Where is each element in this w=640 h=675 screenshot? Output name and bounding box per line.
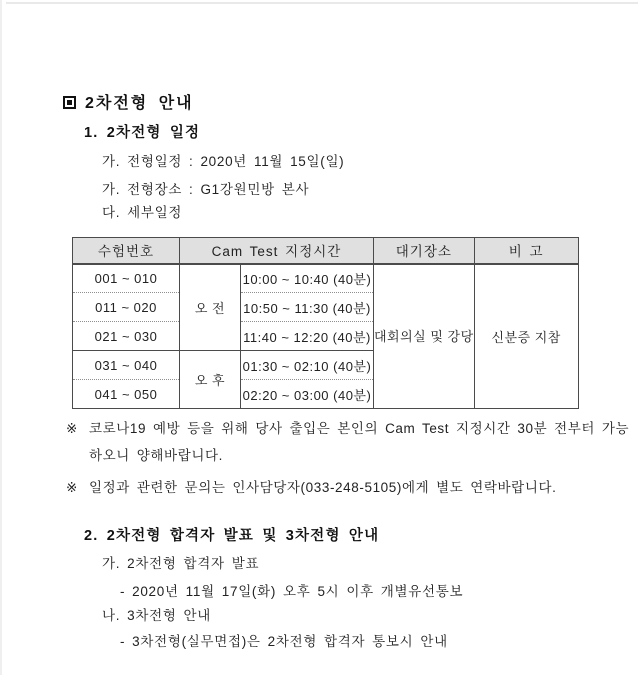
header-cam-test-time: Cam Test 지정시간: [180, 238, 374, 264]
note-contact-text: [89, 474, 556, 501]
note-covid-line2: 하오니 양해바랍니다.: [89, 448, 223, 463]
time-cell: 01:30 ~ 02:10 (40분): [241, 351, 374, 380]
pass-announce-label: 가. 2차전형 합격자 발표: [102, 556, 260, 571]
page-edge-artifact-top: [6, 2, 638, 4]
time-cell: 02:20 ~ 03:00 (40분): [241, 380, 374, 409]
schedule-detail-line: 다. 세부일정: [102, 205, 183, 220]
note-covid-text: [89, 415, 629, 469]
note-marker: ※: [66, 480, 78, 495]
main-title-text: 2차전형 안내: [85, 95, 194, 112]
exam-range-cell: 011 ~ 020: [73, 293, 180, 322]
exam-range-cell: 041 ~ 050: [73, 380, 180, 409]
time-cell: 10:00 ~ 10:40 (40분): [241, 264, 374, 293]
note-contact-line1: 일정과 관련한 문의는 인사담당자(033-248-5105)에게 별도 연락바랍니다.: [89, 480, 557, 495]
session-am-cell: 오 전: [180, 264, 241, 351]
time-cell: 10:50 ~ 11:30 (40분): [241, 293, 374, 322]
third-round-label: 나. 3차전형 안내: [102, 608, 212, 623]
pass-announce-detail: - 2020년 11월 17일(화) 오후 5시 이후 개별유선통보: [120, 584, 464, 599]
third-round-detail: - 3차전형(실무면접)은 2차전형 합격자 통보시 안내: [120, 634, 448, 649]
header-waiting-area: 대기장소: [374, 238, 475, 264]
header-remark: 비 고: [474, 238, 578, 264]
note-contact: [66, 474, 556, 501]
main-title: [63, 90, 194, 113]
schedule-place-line: 가. 전형장소 : G1강원민방 본사: [102, 182, 310, 197]
section1-heading: 1. 2차전형 일정: [84, 125, 201, 141]
schedule-date-line: 가. 전형일정 : 2020년 11월 15일(일): [102, 154, 345, 169]
table-header-row: [73, 238, 579, 264]
session-pm-cell: 오 후: [180, 351, 241, 409]
schedule-table: [72, 237, 579, 409]
note-covid: [66, 415, 629, 469]
note-marker: ※: [66, 421, 78, 436]
remark-cell: 신분증 지참: [474, 264, 578, 409]
note-covid-line1: 코로나19 예방 등을 위해 당사 출입은 본인의 Cam Test 지정시간 30분 전부터 가능: [89, 421, 630, 436]
page-edge-artifact-left: [0, 0, 2, 675]
header-exam-number: 수험번호: [73, 238, 180, 264]
time-cell: 11:40 ~ 12:20 (40분): [241, 322, 374, 351]
square-bullet-icon: [63, 96, 76, 109]
section2-heading: 2. 2차전형 합격자 발표 및 3차전형 안내: [84, 528, 380, 544]
waiting-area-cell: 대회의실 및 강당: [374, 264, 475, 409]
table-row: [73, 264, 579, 293]
exam-range-cell: 021 ~ 030: [73, 322, 180, 351]
exam-range-cell: 001 ~ 010: [73, 264, 180, 293]
exam-range-cell: 031 ~ 040: [73, 351, 180, 380]
